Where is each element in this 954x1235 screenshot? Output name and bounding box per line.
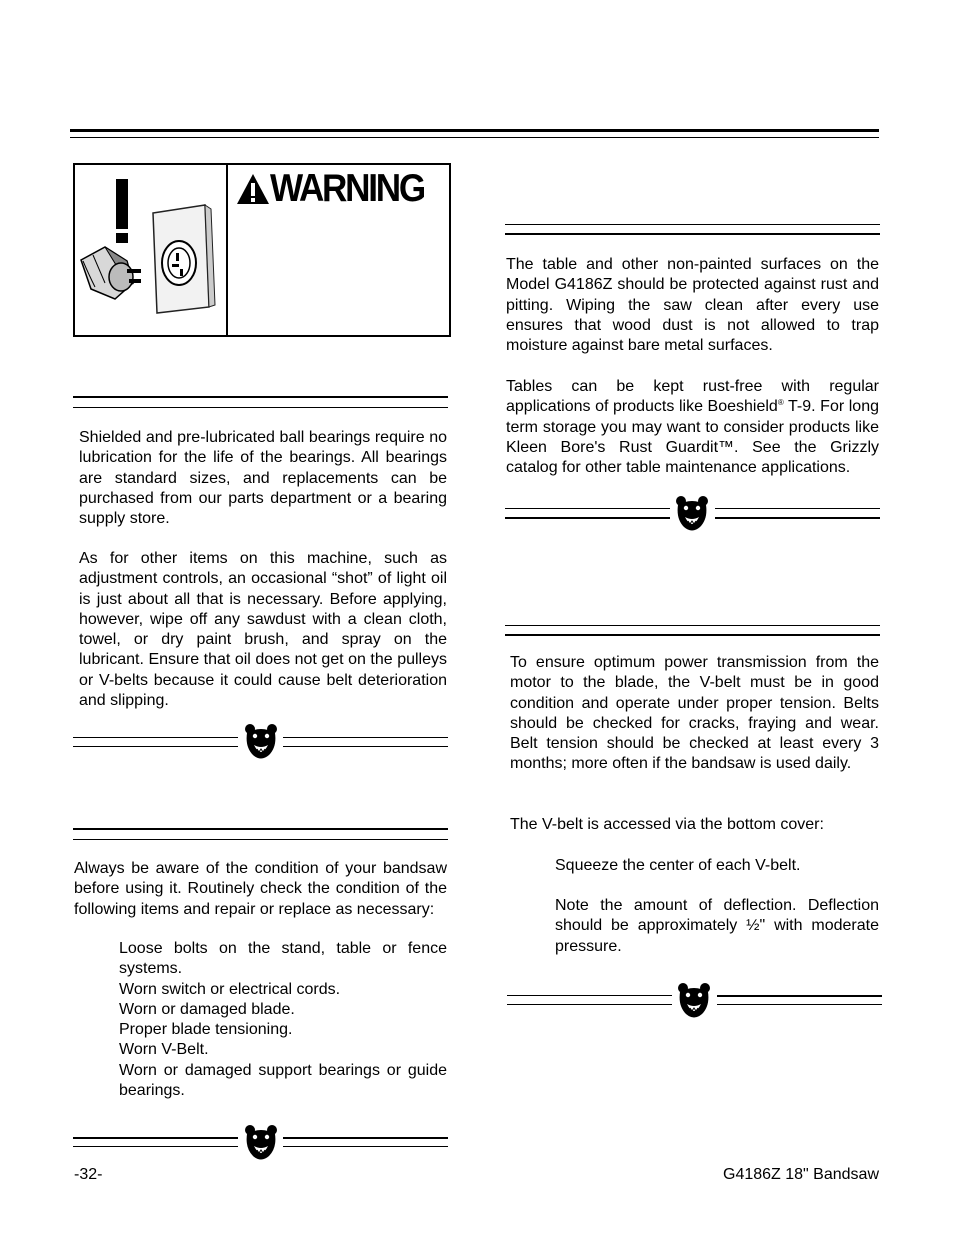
grizzly-bear-icon: [244, 723, 278, 761]
grizzly-bear-icon: [677, 982, 711, 1020]
footer-model: G4186Z 18" Bandsaw: [723, 1166, 879, 1183]
separator-line: [73, 737, 238, 738]
list-item: Worn V-Belt.: [119, 1041, 209, 1059]
separator-line: [715, 508, 880, 509]
rust-paragraph-2: Tables can be kept rust-free with regular applications of products like Boeshield® T-9. For long term storage you may want to consider products like Kleen Bore's Rust Guardit™. See the Grizzly catalog for other table maintenance applications.: [506, 378, 880, 477]
vbelt-paragraph-2: The V-belt is accessed via the bottom cover:: [510, 816, 824, 833]
list-item: Proper blade tensioning.: [119, 1021, 293, 1039]
list-item: Worn switch or electrical cords.: [119, 980, 341, 998]
separator-line: [283, 1146, 448, 1147]
list-item: Worn or damaged support bearings or guide bearings.: [119, 1061, 447, 1100]
rust-heading-rule-thin: [505, 224, 880, 225]
rust-heading-rule: [505, 233, 880, 235]
separator-line: [73, 1146, 238, 1147]
separator-line: [283, 746, 448, 747]
inspection-list: [119, 939, 447, 1101]
vbelt-paragraph-1: To ensure optimum power transmission from the motor to the blade, the V-belt must be in good condition and operate under proper tension. Belts should be checked for cracks, fraying and wear. Belt tension should be checked at least every 3 months; more often if the bandsaw is used daily.: [510, 654, 879, 773]
separator-line: [717, 995, 882, 997]
inspection-heading-rule-thin: [73, 839, 448, 840]
inspection-intro: Always be aware of the condition of your bandsaw before using it. Routinely check the condition of the following items and repair or replace as necessary:: [74, 860, 447, 918]
warning-triangle-icon: [236, 173, 270, 205]
bearings-heading-rule: [73, 396, 448, 398]
vbelt-step-2: Note the amount of deflection. Deflection should be approximately ½" with moderate pressure.: [555, 897, 879, 955]
vbelt-heading-rule: [505, 634, 880, 636]
bearings-heading-rule-thin: [73, 407, 448, 408]
separator-line: [283, 737, 448, 738]
separator-line: [73, 1137, 238, 1139]
grizzly-bear-icon: [675, 495, 709, 533]
vbelt-heading-rule-thin: [505, 625, 880, 626]
warning-box: [73, 163, 451, 337]
inspection-heading-rule: [73, 828, 448, 830]
separator-line: [505, 517, 670, 519]
header-rule-thin: [70, 137, 879, 138]
list-item: Loose bolts on the stand, table or fence systems.: [119, 940, 447, 978]
separator-line: [507, 995, 672, 996]
separator-line: [505, 508, 670, 509]
list-item: Worn or damaged blade.: [119, 1000, 295, 1018]
separator-line: [717, 1004, 882, 1005]
page-number: -32-: [74, 1166, 103, 1183]
separator-line: [507, 1004, 672, 1005]
separator-line: [283, 1137, 448, 1139]
vbelt-step-1: Squeeze the center of each V-belt.: [555, 857, 801, 874]
plug-outlet-illustration: [75, 165, 226, 335]
grizzly-bear-icon: [244, 1124, 278, 1162]
bearings-paragraph-2: As for other items on this machine, such as adjustment controls, an occasional “shot” of light oil is just about all that is necessary. Before applying, however, wipe off any sawdust with a clean cloth, towel, or dry paint brush, and spray on the lubricant. Ensure that oil does not get on the pulleys or V-belts because it could cause belt deterioration and slipping.: [79, 550, 447, 710]
separator-line: [715, 517, 880, 519]
bearings-paragraph-1: Shielded and pre-lubricated ball bearings require no lubrication for the life of the bearings. All bearings are standard sizes, and replacements can be purchased from our parts department or a bearing supply store.: [79, 429, 447, 528]
warning-label: WARNING: [270, 167, 424, 210]
warning-image-cell: [75, 165, 228, 335]
separator-line: [73, 746, 238, 747]
rust-paragraph-1: The table and other non-painted surfaces on the Model G4186Z should be protected against rust and pitting. Wiping the saw clean after every use ensures that wood dust is not allowed to trap moisture against bare metal surfaces.: [506, 256, 879, 355]
header-rule-thick: [70, 129, 879, 132]
